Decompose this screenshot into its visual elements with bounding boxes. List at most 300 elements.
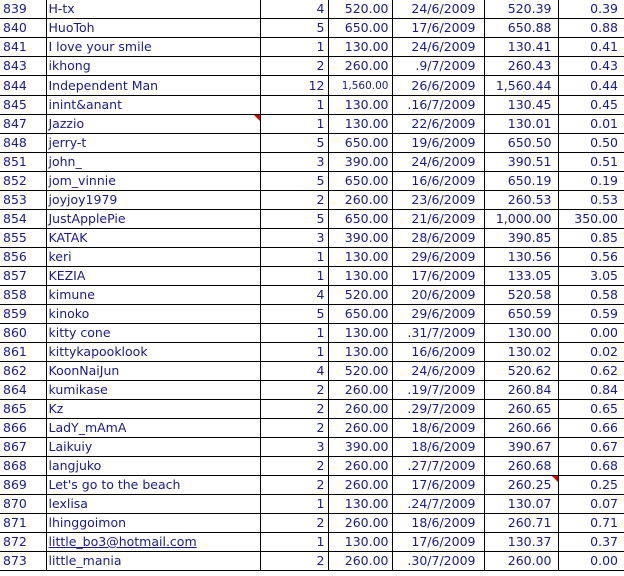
cell-date[interactable] xyxy=(392,476,484,495)
cell-quantity-text: 2 xyxy=(316,515,325,530)
cell-amount[interactable] xyxy=(328,324,392,343)
cell-name[interactable] xyxy=(46,134,260,153)
cell-id[interactable] xyxy=(0,153,46,172)
comment-indicator-icon[interactable] xyxy=(254,115,260,121)
cell-date[interactable] xyxy=(392,362,484,381)
cell-difference[interactable] xyxy=(558,210,624,229)
cell-difference-text: 0.50 xyxy=(590,135,618,150)
cell-quantity[interactable] xyxy=(260,305,328,324)
cell-date[interactable] xyxy=(392,191,484,210)
cell-name[interactable] xyxy=(46,552,260,571)
cell-difference[interactable] xyxy=(558,134,624,153)
cell-quantity[interactable] xyxy=(260,210,328,229)
cell-paid-text: 1,000.00 xyxy=(495,211,552,226)
cell-quantity-text: 1 xyxy=(316,534,325,549)
cell-date-text: 16/6/2009 xyxy=(411,173,476,188)
cell-id[interactable] xyxy=(0,0,46,19)
table-row xyxy=(0,153,624,172)
table-row xyxy=(0,343,624,362)
cell-amount[interactable] xyxy=(328,229,392,248)
cell-quantity[interactable] xyxy=(260,286,328,305)
cell-quantity[interactable] xyxy=(260,400,328,419)
cell-date[interactable] xyxy=(392,0,484,19)
cell-paid[interactable] xyxy=(484,533,558,552)
cell-amount[interactable] xyxy=(328,0,392,19)
cell-id-text: 859 xyxy=(3,306,27,321)
cell-name[interactable] xyxy=(46,57,260,76)
cell-paid-text: 260.00 xyxy=(507,553,552,568)
cell-name[interactable] xyxy=(46,96,260,115)
cell-id[interactable] xyxy=(0,381,46,400)
cell-amount[interactable] xyxy=(328,438,392,457)
cell-id[interactable] xyxy=(0,191,46,210)
cell-amount[interactable] xyxy=(328,305,392,324)
cell-date[interactable] xyxy=(392,495,484,514)
cell-amount-text: 260.00 xyxy=(344,192,389,207)
cell-name[interactable] xyxy=(46,324,260,343)
cell-quantity-text: 4 xyxy=(316,287,325,302)
cell-difference[interactable] xyxy=(558,533,624,552)
cell-date[interactable] xyxy=(392,457,484,476)
cell-name[interactable] xyxy=(46,419,260,438)
cell-quantity-text: 4 xyxy=(316,363,325,378)
cell-id[interactable] xyxy=(0,514,46,533)
cell-paid-text: 260.43 xyxy=(507,58,552,73)
cell-name[interactable] xyxy=(46,267,260,286)
cell-quantity[interactable] xyxy=(260,229,328,248)
cell-difference[interactable] xyxy=(558,286,624,305)
cell-difference[interactable] xyxy=(558,343,624,362)
cell-paid[interactable] xyxy=(484,438,558,457)
cell-date-text: .30/7/2009 xyxy=(407,553,476,568)
cell-amount[interactable] xyxy=(328,552,392,571)
cell-difference[interactable] xyxy=(558,495,624,514)
cell-name[interactable] xyxy=(46,381,260,400)
cell-difference-text: 0.07 xyxy=(590,496,618,511)
cell-amount[interactable] xyxy=(328,172,392,191)
cell-quantity[interactable] xyxy=(260,457,328,476)
cell-id-text: 864 xyxy=(3,382,27,397)
cell-paid-text: 260.66 xyxy=(507,420,552,435)
cell-quantity-text: 1 xyxy=(316,249,325,264)
cell-date-text: 29/6/2009 xyxy=(411,306,476,321)
cell-name-text: little_mania xyxy=(48,553,122,568)
cell-paid[interactable] xyxy=(484,191,558,210)
cell-amount-text: 130.00 xyxy=(344,268,389,283)
cell-id-text: 865 xyxy=(3,401,27,416)
cell-amount[interactable] xyxy=(328,514,392,533)
cell-date[interactable] xyxy=(392,419,484,438)
cell-id-text: 862 xyxy=(3,363,27,378)
cell-id[interactable] xyxy=(0,38,46,57)
cell-id[interactable] xyxy=(0,457,46,476)
cell-paid[interactable] xyxy=(484,286,558,305)
cell-name-text: JustApplePie xyxy=(48,211,126,226)
cell-difference[interactable] xyxy=(558,362,624,381)
cell-amount[interactable] xyxy=(328,96,392,115)
cell-difference[interactable] xyxy=(558,191,624,210)
cell-paid-text: 130.45 xyxy=(507,97,552,112)
cell-id-text: 858 xyxy=(3,287,27,302)
cell-id[interactable] xyxy=(0,533,46,552)
cell-name[interactable] xyxy=(46,229,260,248)
cell-difference[interactable] xyxy=(558,552,624,571)
cell-date[interactable] xyxy=(392,248,484,267)
cell-date[interactable] xyxy=(392,172,484,191)
cell-name-text: ikhong xyxy=(48,58,91,73)
cell-name[interactable] xyxy=(46,172,260,191)
cell-name[interactable] xyxy=(46,457,260,476)
cell-paid[interactable] xyxy=(484,495,558,514)
cell-quantity[interactable] xyxy=(260,495,328,514)
cell-quantity[interactable] xyxy=(260,476,328,495)
cell-id-text: 860 xyxy=(3,325,27,340)
cell-amount-text: 650.00 xyxy=(344,135,389,150)
cell-amount[interactable] xyxy=(328,495,392,514)
cell-id[interactable] xyxy=(0,134,46,153)
cell-difference[interactable] xyxy=(558,172,624,191)
cell-id-text: 853 xyxy=(3,192,27,207)
cell-id-text: 844 xyxy=(3,77,27,93)
cell-name-text: lexlisa xyxy=(48,496,88,511)
cell-paid-text: 520.58 xyxy=(507,287,552,302)
cell-name[interactable] xyxy=(46,400,260,419)
cell-amount[interactable] xyxy=(328,115,392,134)
cell-paid[interactable] xyxy=(484,96,558,115)
cell-date[interactable] xyxy=(392,514,484,533)
cell-quantity[interactable] xyxy=(260,533,328,552)
cell-date-text: 24/6/2009 xyxy=(411,154,476,169)
cell-date-text: 17/6/2009 xyxy=(411,477,476,492)
cell-quantity[interactable] xyxy=(260,514,328,533)
cell-quantity[interactable] xyxy=(260,57,328,76)
cell-date[interactable] xyxy=(392,96,484,115)
cell-paid[interactable] xyxy=(484,115,558,134)
cell-name[interactable] xyxy=(46,153,260,172)
cell-name-text: Jazzio xyxy=(48,116,85,131)
cell-quantity[interactable] xyxy=(260,343,328,362)
cell-difference[interactable] xyxy=(558,324,624,343)
cell-quantity[interactable] xyxy=(260,419,328,438)
cell-amount[interactable] xyxy=(328,76,392,96)
cell-difference[interactable] xyxy=(558,76,624,96)
cell-id[interactable] xyxy=(0,476,46,495)
cell-quantity[interactable] xyxy=(260,248,328,267)
cell-amount-text: 650.00 xyxy=(344,173,389,188)
cell-paid-text: 650.59 xyxy=(507,306,552,321)
cell-paid[interactable] xyxy=(484,76,558,96)
cell-id[interactable] xyxy=(0,248,46,267)
cell-name-text: Independent Man xyxy=(48,77,159,93)
cell-amount-text: 260.00 xyxy=(344,553,389,568)
cell-name[interactable] xyxy=(46,191,260,210)
cell-difference[interactable] xyxy=(558,153,624,172)
cell-quantity-text: 1 xyxy=(316,268,325,283)
cell-name[interactable] xyxy=(46,495,260,514)
cell-quantity[interactable] xyxy=(260,115,328,134)
cell-difference[interactable] xyxy=(558,514,624,533)
cell-paid[interactable] xyxy=(484,457,558,476)
cell-amount[interactable] xyxy=(328,362,392,381)
cell-difference[interactable] xyxy=(558,229,624,248)
cell-amount[interactable] xyxy=(328,533,392,552)
cell-name[interactable] xyxy=(46,343,260,362)
cell-quantity[interactable] xyxy=(260,267,328,286)
cell-id-text: 847 xyxy=(3,116,27,131)
table-row xyxy=(0,286,624,305)
cell-name[interactable] xyxy=(46,533,260,552)
cell-difference-text: 0.68 xyxy=(590,458,618,473)
cell-quantity[interactable] xyxy=(260,0,328,19)
cell-difference[interactable] xyxy=(558,438,624,457)
cell-difference[interactable] xyxy=(558,476,624,495)
cell-difference[interactable] xyxy=(558,400,624,419)
cell-date[interactable] xyxy=(392,267,484,286)
cell-id[interactable] xyxy=(0,96,46,115)
table-row xyxy=(0,400,624,419)
cell-paid-text: 130.02 xyxy=(507,344,552,359)
cell-quantity[interactable] xyxy=(260,191,328,210)
cell-amount[interactable] xyxy=(328,476,392,495)
cell-id[interactable] xyxy=(0,19,46,38)
table-row xyxy=(0,191,624,210)
cell-paid[interactable] xyxy=(484,419,558,438)
cell-paid[interactable] xyxy=(484,476,558,495)
cell-quantity[interactable] xyxy=(260,96,328,115)
cell-id[interactable] xyxy=(0,172,46,191)
cell-date[interactable] xyxy=(392,305,484,324)
cell-amount[interactable] xyxy=(328,153,392,172)
cell-paid[interactable] xyxy=(484,305,558,324)
cell-date[interactable] xyxy=(392,533,484,552)
cell-paid[interactable] xyxy=(484,248,558,267)
cell-quantity[interactable] xyxy=(260,552,328,571)
cell-name-text: jerry-t xyxy=(48,135,87,150)
cell-quantity-text: 5 xyxy=(316,135,325,150)
cell-name[interactable] xyxy=(46,438,260,457)
cell-date[interactable] xyxy=(392,115,484,134)
cell-quantity[interactable] xyxy=(260,19,328,38)
cell-date[interactable] xyxy=(392,381,484,400)
cell-id[interactable] xyxy=(0,362,46,381)
cell-difference[interactable] xyxy=(558,0,624,19)
cell-paid[interactable] xyxy=(484,324,558,343)
cell-name[interactable] xyxy=(46,248,260,267)
cell-name[interactable] xyxy=(46,210,260,229)
cell-date-text: 26/6/2009 xyxy=(411,77,476,93)
cell-id-text: 861 xyxy=(3,344,27,359)
cell-difference[interactable] xyxy=(558,381,624,400)
cell-quantity-text: 5 xyxy=(316,211,325,226)
cell-amount[interactable] xyxy=(328,134,392,153)
cell-date[interactable] xyxy=(392,134,484,153)
table-row xyxy=(0,438,624,457)
cell-paid[interactable] xyxy=(484,0,558,19)
cell-date[interactable] xyxy=(392,19,484,38)
cell-difference[interactable] xyxy=(558,57,624,76)
cell-name-text: KoonNaiJun xyxy=(48,363,120,378)
cell-paid[interactable] xyxy=(484,153,558,172)
cell-amount[interactable] xyxy=(328,286,392,305)
cell-difference-text: 0.43 xyxy=(590,58,618,73)
cell-name[interactable] xyxy=(46,76,260,96)
cell-date-text: 23/6/2009 xyxy=(411,192,476,207)
cell-paid-text: 520.39 xyxy=(507,1,552,16)
cell-id[interactable] xyxy=(0,419,46,438)
cell-paid[interactable] xyxy=(484,267,558,286)
cell-difference[interactable] xyxy=(558,248,624,267)
cell-paid[interactable] xyxy=(484,381,558,400)
cell-difference[interactable] xyxy=(558,38,624,57)
cell-paid-text: 130.01 xyxy=(507,116,552,131)
cell-quantity-text: 5 xyxy=(316,306,325,321)
cell-amount[interactable] xyxy=(328,210,392,229)
cell-amount[interactable] xyxy=(328,400,392,419)
cell-id[interactable] xyxy=(0,400,46,419)
cell-date[interactable] xyxy=(392,57,484,76)
cell-amount[interactable] xyxy=(328,343,392,362)
cell-amount[interactable] xyxy=(328,57,392,76)
cell-amount-text: 390.00 xyxy=(344,154,389,169)
cell-amount[interactable] xyxy=(328,419,392,438)
table-row xyxy=(0,57,624,76)
cell-paid[interactable] xyxy=(484,172,558,191)
cell-paid[interactable] xyxy=(484,38,558,57)
cell-quantity[interactable] xyxy=(260,381,328,400)
table-row xyxy=(0,134,624,153)
cell-paid-text: 390.51 xyxy=(507,154,552,169)
cell-id-text: 871 xyxy=(3,515,27,530)
table-row xyxy=(0,495,624,514)
cell-paid-text: 1,560.44 xyxy=(495,77,552,93)
cell-amount[interactable] xyxy=(328,267,392,286)
cell-date[interactable] xyxy=(392,438,484,457)
cell-paid[interactable] xyxy=(484,229,558,248)
cell-date[interactable] xyxy=(392,76,484,96)
cell-quantity[interactable] xyxy=(260,134,328,153)
cell-paid[interactable] xyxy=(484,514,558,533)
cell-date[interactable] xyxy=(392,552,484,571)
cell-amount-text: 260.00 xyxy=(344,382,389,397)
table-row xyxy=(0,267,624,286)
cell-difference[interactable] xyxy=(558,267,624,286)
cell-id[interactable] xyxy=(0,210,46,229)
cell-name[interactable] xyxy=(46,38,260,57)
cell-id[interactable] xyxy=(0,552,46,571)
cell-paid[interactable] xyxy=(484,343,558,362)
cell-quantity-text: 1 xyxy=(316,496,325,511)
cell-name-text: LadY_mAmA xyxy=(48,420,127,435)
cell-amount[interactable] xyxy=(328,19,392,38)
cell-date[interactable] xyxy=(392,229,484,248)
cell-id[interactable] xyxy=(0,438,46,457)
cell-paid[interactable] xyxy=(484,134,558,153)
cell-difference-text: 0.45 xyxy=(590,97,618,112)
email-link[interactable]: little_bo3@hotmail.com xyxy=(48,534,197,549)
cell-quantity[interactable] xyxy=(260,324,328,343)
cell-amount[interactable] xyxy=(328,191,392,210)
cell-amount-text: 130.00 xyxy=(344,325,389,340)
cell-id[interactable] xyxy=(0,343,46,362)
cell-paid-text: 650.88 xyxy=(507,20,552,35)
cell-quantity-text: 2 xyxy=(316,58,325,73)
cell-amount[interactable] xyxy=(328,381,392,400)
cell-name[interactable] xyxy=(46,19,260,38)
cell-id[interactable] xyxy=(0,286,46,305)
cell-id[interactable] xyxy=(0,229,46,248)
cell-name[interactable] xyxy=(46,115,260,134)
cell-amount-text: 650.00 xyxy=(344,211,389,226)
cell-date[interactable] xyxy=(392,343,484,362)
cell-id[interactable] xyxy=(0,324,46,343)
cell-date-text: .24/7/2009 xyxy=(407,496,476,511)
cell-quantity-text: 2 xyxy=(316,420,325,435)
cell-difference[interactable] xyxy=(558,305,624,324)
cell-date-text: 19/6/2009 xyxy=(411,135,476,150)
cell-paid[interactable] xyxy=(484,57,558,76)
cell-paid[interactable] xyxy=(484,400,558,419)
cell-id[interactable] xyxy=(0,305,46,324)
cell-difference[interactable] xyxy=(558,457,624,476)
cell-difference[interactable] xyxy=(558,115,624,134)
cell-paid[interactable] xyxy=(484,19,558,38)
cell-name[interactable] xyxy=(46,476,260,495)
cell-difference[interactable] xyxy=(558,419,624,438)
cell-difference-text: 350.00 xyxy=(574,211,618,226)
cell-date[interactable] xyxy=(392,153,484,172)
cell-id[interactable] xyxy=(0,267,46,286)
cell-difference[interactable] xyxy=(558,96,624,115)
cell-quantity[interactable] xyxy=(260,76,328,96)
cell-difference-text: 0.59 xyxy=(590,306,618,321)
cell-name[interactable] xyxy=(46,305,260,324)
cell-name[interactable] xyxy=(46,0,260,19)
cell-id[interactable] xyxy=(0,115,46,134)
cell-amount-text: 650.00 xyxy=(344,20,389,35)
cell-quantity[interactable] xyxy=(260,38,328,57)
cell-date-text: 18/6/2009 xyxy=(411,515,476,530)
cell-date-text: 17/6/2009 xyxy=(411,534,476,549)
cell-date[interactable] xyxy=(392,210,484,229)
cell-amount[interactable] xyxy=(328,457,392,476)
cell-id[interactable] xyxy=(0,57,46,76)
cell-id[interactable] xyxy=(0,76,46,96)
cell-name[interactable] xyxy=(46,286,260,305)
cell-difference[interactable] xyxy=(558,19,624,38)
cell-quantity[interactable] xyxy=(260,362,328,381)
cell-amount[interactable] xyxy=(328,38,392,57)
cell-name[interactable] xyxy=(46,362,260,381)
cell-id[interactable] xyxy=(0,495,46,514)
cell-date[interactable] xyxy=(392,286,484,305)
cell-id-text: 868 xyxy=(3,458,27,473)
cell-quantity[interactable] xyxy=(260,438,328,457)
cell-id-text: 851 xyxy=(3,154,27,169)
cell-paid[interactable] xyxy=(484,362,558,381)
cell-date[interactable] xyxy=(392,324,484,343)
cell-name[interactable] xyxy=(46,514,260,533)
cell-date[interactable] xyxy=(392,400,484,419)
cell-quantity[interactable] xyxy=(260,172,328,191)
cell-quantity[interactable] xyxy=(260,153,328,172)
cell-id-text: 854 xyxy=(3,211,27,226)
cell-paid[interactable] xyxy=(484,210,558,229)
cell-paid[interactable] xyxy=(484,552,558,571)
cell-amount[interactable] xyxy=(328,248,392,267)
cell-quantity-text: 1 xyxy=(316,97,325,112)
comment-indicator-icon[interactable] xyxy=(552,476,558,482)
cell-date[interactable] xyxy=(392,38,484,57)
